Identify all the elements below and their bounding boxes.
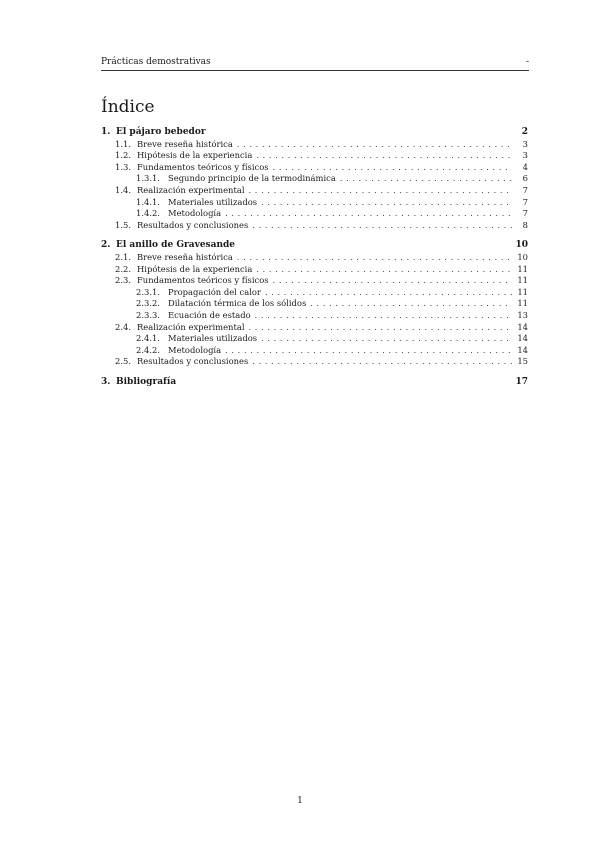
toc-entry-title: Materiales utilizados [168, 333, 258, 344]
toc-entry-title: Breve reseña histórica [137, 138, 233, 149]
toc-entry[interactable] [101, 185, 528, 197]
toc-dot-leader [252, 356, 512, 368]
toc-entry-page: 8 [522, 219, 528, 230]
toc-dot-leader [273, 275, 512, 287]
toc-entry-page: 11 [517, 298, 528, 309]
toc-entry-title: Metodología [168, 344, 222, 355]
toc-entry-number: 1.1. [115, 138, 131, 149]
toc-entry-title: Breve reseña histórica [137, 251, 233, 262]
toc-entry-title: Materiales utilizados [168, 196, 258, 207]
toc-entry-number: 1.4.2. [136, 208, 160, 219]
toc-entry-title: Bibliografía [116, 376, 177, 387]
header-title: Prácticas demostrativas [101, 57, 211, 67]
toc-entry[interactable] [101, 287, 528, 299]
toc-entry-number: 2.4.1. [136, 333, 160, 344]
page-number: 1 [297, 796, 303, 806]
toc-entry-number: 2.4.2. [136, 344, 160, 355]
toc-entry-number: 1.2. [115, 150, 131, 161]
toc-entry[interactable] [101, 310, 528, 322]
toc-entry-page: 11 [517, 286, 528, 297]
toc-entry-title: Propagación del calor [168, 286, 261, 297]
toc-entry-page: 10 [517, 251, 528, 262]
toc-dot-leader [256, 150, 512, 162]
toc-entry-title: Hipótesis de la experiencia [137, 263, 253, 274]
toc-dot-leader [225, 345, 512, 357]
toc-entry-number: 1.3. [115, 161, 131, 172]
toc-entry-page: 11 [517, 263, 528, 274]
toc-entry-page: 3 [522, 150, 528, 161]
toc-entry[interactable] [101, 150, 528, 162]
toc-entry-page: 2 [521, 127, 528, 137]
toc-chapter-entry[interactable] [101, 240, 528, 252]
toc-entry-number: 1.4. [115, 184, 131, 195]
toc-dot-leader [340, 173, 512, 185]
toc-dot-leader [273, 162, 512, 174]
toc-entry-number: 1.4.1. [136, 196, 160, 207]
toc-entry[interactable] [101, 220, 528, 232]
toc-dot-leader [237, 139, 512, 151]
toc-entry-number: 2.2. [115, 263, 131, 274]
toc-dot-leader [261, 197, 512, 209]
toc-entry-title: Fundamentos teóricos y físicos [137, 275, 269, 286]
toc-entry-title: Resultados y conclusiones [137, 219, 249, 230]
toc-entry-title: El pájaro bebedor [116, 127, 206, 137]
toc-entry-page: 10 [515, 240, 528, 251]
toc-entry-page: 13 [517, 309, 528, 320]
toc-dot-leader [261, 333, 512, 345]
toc-entry-page: 4 [522, 161, 528, 172]
toc-entry-page: 14 [517, 333, 528, 344]
toc-entry-number: 1.3.1. [136, 173, 160, 184]
toc-dot-leader [237, 252, 512, 264]
toc-entry-number: 2.3.1. [136, 286, 160, 297]
toc-entry-page: 17 [515, 376, 528, 387]
toc-entry-number: 2.1. [115, 251, 131, 262]
header-mark: - [525, 57, 529, 67]
toc-entry-number: 2.3.3. [136, 309, 160, 320]
toc-entry[interactable] [101, 322, 528, 334]
toc-dot-leader [265, 287, 512, 299]
toc-entry-page: 7 [522, 196, 528, 207]
table-of-contents [101, 127, 528, 388]
toc-entry-number: 2.5. [115, 356, 131, 367]
toc-entry-number: 2. [101, 240, 111, 251]
toc-entry[interactable] [101, 333, 528, 345]
toc-entry-page: 15 [517, 356, 528, 367]
toc-dot-leader [310, 298, 512, 310]
toc-entry-page: 14 [517, 344, 528, 355]
toc-entry[interactable] [101, 298, 528, 310]
toc-entry-number: 2.3.2. [136, 298, 160, 309]
toc-entry-title: El anillo de Gravesande [116, 240, 236, 251]
toc-entry-title: Dilatación térmica de los sólidos [168, 298, 307, 309]
toc-entry-number: 3. [101, 376, 111, 387]
toc-entry-title: Realización experimental [137, 321, 245, 332]
toc-dot-leader [255, 310, 512, 322]
toc-entry-number: 1. [101, 127, 111, 137]
toc-dot-leader [252, 220, 512, 232]
toc-entry[interactable] [101, 173, 528, 185]
toc-dot-leader [225, 208, 512, 220]
toc-dot-leader [249, 185, 513, 197]
toc-entry[interactable] [101, 345, 528, 357]
toc-entry[interactable] [101, 162, 528, 174]
toc-entry-title: Metodología [168, 208, 222, 219]
toc-entry-title: Hipótesis de la experiencia [137, 150, 253, 161]
toc-entry-number: 2.4. [115, 321, 131, 332]
toc-entry-page: 3 [522, 138, 528, 149]
toc-entry-title: Ecuación de estado [168, 309, 251, 320]
toc-entry[interactable] [101, 264, 528, 276]
toc-entry-title: Realización experimental [137, 184, 245, 195]
toc-entry-number: 1.5. [115, 219, 131, 230]
toc-entry-page: 14 [517, 321, 528, 332]
running-header [101, 56, 529, 71]
toc-dot-leader [249, 322, 513, 334]
toc-heading: Índice [101, 97, 155, 117]
toc-entry[interactable] [101, 139, 528, 151]
toc-entry-page: 6 [522, 173, 528, 184]
toc-entry[interactable] [101, 208, 528, 220]
toc-chapter-entry[interactable] [101, 127, 528, 139]
toc-entry[interactable] [101, 356, 528, 368]
toc-entry-title: Resultados y conclusiones [137, 356, 249, 367]
toc-entry-page: 11 [517, 275, 528, 286]
toc-entry-title: Fundamentos teóricos y físicos [137, 161, 269, 172]
toc-dot-leader [256, 264, 512, 276]
toc-entry[interactable] [101, 275, 528, 287]
toc-chapter-entry[interactable] [101, 377, 528, 389]
toc-entry-page: 7 [522, 184, 528, 195]
toc-entry[interactable] [101, 252, 528, 264]
toc-entry-page: 7 [522, 208, 528, 219]
toc-entry-title: Segundo principio de la termodinámica [168, 173, 336, 184]
toc-entry[interactable] [101, 197, 528, 209]
toc-entry-number: 2.3. [115, 275, 131, 286]
